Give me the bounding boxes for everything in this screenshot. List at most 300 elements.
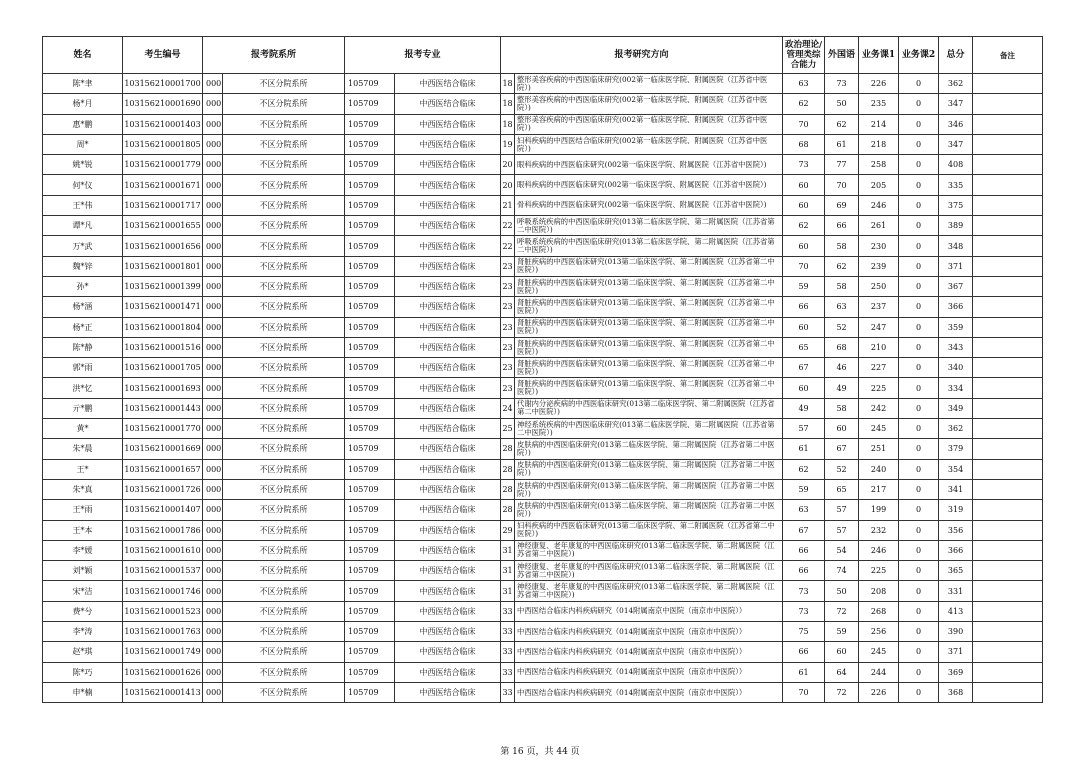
total-score-cell: 347 (939, 134, 973, 154)
major-cell: 中西医结合临床 (395, 398, 501, 418)
name-cell: 赵*琪 (43, 642, 123, 662)
politics-score-cell: 67 (783, 520, 825, 540)
remark-cell (973, 358, 1043, 378)
total-score-cell: 413 (939, 601, 973, 621)
table-row (43, 419, 1043, 439)
department-cell: 不区分院系所 (223, 439, 345, 459)
course2-score-cell: 0 (899, 317, 939, 337)
politics-score-cell: 59 (783, 479, 825, 499)
dept-code-cell: 000 (203, 74, 223, 94)
name-cell: 李*涛 (43, 622, 123, 642)
major-cell: 中西医结合临床 (395, 216, 501, 236)
foreign-score-cell: 73 (825, 74, 859, 94)
foreign-score-cell: 67 (825, 439, 859, 459)
major-cell: 中西医结合临床 (395, 439, 501, 459)
remark-cell (973, 459, 1043, 479)
course2-score-cell: 0 (899, 622, 939, 642)
direction-cell: 呼吸系统疾病的中西医临床研究(013第二临床医学院、第二附属医院（江苏省第二中医院）) (515, 216, 783, 236)
exam-id-cell: 103156210001523 (123, 601, 203, 621)
exam-id-cell: 103156210001726 (123, 479, 203, 499)
direction-code-cell: 23 (501, 256, 515, 276)
politics-score-cell: 62 (783, 459, 825, 479)
table-row (43, 236, 1043, 256)
direction-cell: 眼科疾病的中西医临床研究(002第一临床医学院、附属医院（江苏省中医院）) (515, 155, 783, 175)
course1-score-cell: 226 (859, 682, 899, 702)
direction-code-cell: 31 (501, 540, 515, 560)
major-code-cell: 105709 (345, 479, 395, 499)
dept-code-cell: 000 (203, 276, 223, 296)
name-cell: 朱*真 (43, 479, 123, 499)
dept-code-cell: 000 (203, 317, 223, 337)
politics-score-cell: 75 (783, 622, 825, 642)
total-score-cell: 341 (939, 479, 973, 499)
exam-id-cell: 103156210001443 (123, 398, 203, 418)
name-cell: 陈*静 (43, 337, 123, 357)
department-cell: 不区分院系所 (223, 378, 345, 398)
name-cell: 何*仪 (43, 175, 123, 195)
total-score-cell: 389 (939, 216, 973, 236)
direction-cell: 眼科疾病的中西医临床研究(002第一临床医学院、附属医院（江苏省中医院）) (515, 175, 783, 195)
total-score-cell: 356 (939, 520, 973, 540)
major-code-cell: 105709 (345, 134, 395, 154)
table-row (43, 114, 1043, 134)
foreign-score-cell: 54 (825, 540, 859, 560)
direction-code-cell: 31 (501, 561, 515, 581)
direction-cell: 肾脏疾病的中西医临床研究(013第二临床医学院、第二附属医院（江苏省第二中医院）) (515, 337, 783, 357)
direction-cell: 妇科疾病的中西医结合临床研究(002第一临床医学院、附属医院（江苏省中医院）) (515, 134, 783, 154)
page-footer: 第 16 页，共 44 页 (500, 747, 580, 757)
direction-code-cell: 21 (501, 195, 515, 215)
course2-score-cell: 0 (899, 459, 939, 479)
foreign-score-cell: 68 (825, 337, 859, 357)
major-cell: 中西医结合临床 (395, 276, 501, 296)
dept-code-cell: 000 (203, 500, 223, 520)
remark-cell (973, 134, 1043, 154)
table-row (43, 175, 1043, 195)
major-cell: 中西医结合临床 (395, 114, 501, 134)
politics-score-cell: 66 (783, 540, 825, 560)
major-cell: 中西医结合临床 (395, 642, 501, 662)
table-row (43, 459, 1043, 479)
remark-cell (973, 317, 1043, 337)
direction-code-cell: 23 (501, 276, 515, 296)
dept-code-cell: 000 (203, 561, 223, 581)
major-code-cell: 105709 (345, 520, 395, 540)
course1-score-cell: 226 (859, 74, 899, 94)
foreign-score-cell: 60 (825, 642, 859, 662)
name-cell: 黄* (43, 419, 123, 439)
major-code-cell: 105709 (345, 155, 395, 175)
politics-score-cell: 61 (783, 662, 825, 682)
total-score-cell: 408 (939, 155, 973, 175)
exam-id-cell: 103156210001779 (123, 155, 203, 175)
course2-score-cell: 0 (899, 682, 939, 702)
department-cell: 不区分院系所 (223, 601, 345, 621)
remark-cell (973, 337, 1043, 357)
name-cell: 姚*锐 (43, 155, 123, 175)
politics-score-cell: 60 (783, 195, 825, 215)
remark-cell (973, 256, 1043, 276)
politics-score-cell: 66 (783, 642, 825, 662)
direction-code-cell: 18 (501, 114, 515, 134)
table-row (43, 297, 1043, 317)
course2-score-cell: 0 (899, 581, 939, 601)
dept-code-cell: 000 (203, 540, 223, 560)
department-cell: 不区分院系所 (223, 682, 345, 702)
total-score-cell: 349 (939, 398, 973, 418)
table-row (43, 622, 1043, 642)
major-cell: 中西医结合临床 (395, 479, 501, 499)
department-cell: 不区分院系所 (223, 358, 345, 378)
course1-score-cell: 205 (859, 175, 899, 195)
major-code-cell: 105709 (345, 500, 395, 520)
major-cell: 中西医结合临床 (395, 195, 501, 215)
department-cell: 不区分院系所 (223, 74, 345, 94)
department-cell: 不区分院系所 (223, 216, 345, 236)
politics-score-cell: 63 (783, 500, 825, 520)
total-score-cell: 319 (939, 500, 973, 520)
major-code-cell: 105709 (345, 622, 395, 642)
foreign-score-cell: 64 (825, 662, 859, 682)
major-code-cell: 105709 (345, 540, 395, 560)
exam-id-cell: 103156210001700 (123, 74, 203, 94)
major-cell: 中西医结合临床 (395, 134, 501, 154)
direction-code-cell: 18 (501, 74, 515, 94)
direction-cell: 中西医结合临床内科疾病研究（014附属南京中医院（南京市中医院）） (515, 682, 783, 702)
politics-score-cell: 70 (783, 682, 825, 702)
major-cell: 中西医结合临床 (395, 581, 501, 601)
course2-score-cell: 0 (899, 134, 939, 154)
politics-score-cell: 66 (783, 297, 825, 317)
col-foreign-header: 外国语 (825, 37, 859, 74)
course1-score-cell: 208 (859, 581, 899, 601)
total-score-cell: 369 (939, 662, 973, 682)
remark-cell (973, 297, 1043, 317)
total-score-cell: 331 (939, 581, 973, 601)
course1-score-cell: 244 (859, 662, 899, 682)
exam-id-cell: 103156210001805 (123, 134, 203, 154)
department-cell: 不区分院系所 (223, 155, 345, 175)
col-politics-header: 政治理论/管理类综合能力 (783, 37, 825, 74)
major-cell: 中西医结合临床 (395, 175, 501, 195)
table-row (43, 216, 1043, 236)
exam-id-cell: 103156210001804 (123, 317, 203, 337)
direction-code-cell: 19 (501, 134, 515, 154)
name-cell: 朱*晨 (43, 439, 123, 459)
major-cell: 中西医结合临床 (395, 317, 501, 337)
course2-score-cell: 0 (899, 500, 939, 520)
dept-code-cell: 000 (203, 398, 223, 418)
name-cell: 洪*忆 (43, 378, 123, 398)
exam-id-cell: 103156210001693 (123, 378, 203, 398)
dept-code-cell: 000 (203, 94, 223, 114)
remark-cell (973, 439, 1043, 459)
department-cell: 不区分院系所 (223, 134, 345, 154)
politics-score-cell: 57 (783, 419, 825, 439)
score-table (42, 36, 1043, 703)
politics-score-cell: 67 (783, 358, 825, 378)
name-cell: 周* (43, 134, 123, 154)
direction-cell: 皮肤病的中西医临床研究(013第二临床医学院、第二附属医院（江苏省第二中医院）) (515, 500, 783, 520)
dept-code-cell: 000 (203, 358, 223, 378)
direction-code-cell: 18 (501, 94, 515, 114)
exam-id-cell: 103156210001763 (123, 622, 203, 642)
name-cell: 魏*锌 (43, 256, 123, 276)
dept-code-cell: 000 (203, 175, 223, 195)
exam-id-cell: 103156210001671 (123, 175, 203, 195)
direction-cell: 神经康复、老年康复的中西医临床研究(013第二临床医学院、第二附属医院（江苏省第二中医院）) (515, 540, 783, 560)
name-cell: 宋*洁 (43, 581, 123, 601)
remark-cell (973, 520, 1043, 540)
remark-cell (973, 581, 1043, 601)
table-row (43, 155, 1043, 175)
major-cell: 中西医结合临床 (395, 378, 501, 398)
department-cell: 不区分院系所 (223, 581, 345, 601)
course1-score-cell: 214 (859, 114, 899, 134)
table-row (43, 398, 1043, 418)
department-cell: 不区分院系所 (223, 520, 345, 540)
remark-cell (973, 662, 1043, 682)
direction-code-cell: 20 (501, 155, 515, 175)
course1-score-cell: 247 (859, 317, 899, 337)
politics-score-cell: 73 (783, 155, 825, 175)
name-cell: 杨*月 (43, 94, 123, 114)
table-row (43, 601, 1043, 621)
major-code-cell: 105709 (345, 682, 395, 702)
name-cell: 费*兮 (43, 601, 123, 621)
major-cell: 中西医结合临床 (395, 74, 501, 94)
total-score-cell: 375 (939, 195, 973, 215)
dept-code-cell: 000 (203, 479, 223, 499)
direction-cell: 中西医结合临床内科疾病研究（014附属南京中医院（南京市中医院）） (515, 642, 783, 662)
course1-score-cell: 242 (859, 398, 899, 418)
course2-score-cell: 0 (899, 662, 939, 682)
table-row (43, 317, 1043, 337)
department-cell: 不区分院系所 (223, 540, 345, 560)
course1-score-cell: 261 (859, 216, 899, 236)
foreign-score-cell: 58 (825, 236, 859, 256)
total-score-cell: 371 (939, 642, 973, 662)
major-cell: 中西医结合临床 (395, 256, 501, 276)
department-cell: 不区分院系所 (223, 236, 345, 256)
politics-score-cell: 70 (783, 256, 825, 276)
direction-cell: 整形美容疾病的中西医临床研究(002第一临床医学院、附属医院（江苏省中医院）) (515, 94, 783, 114)
remark-cell (973, 216, 1043, 236)
course2-score-cell: 0 (899, 236, 939, 256)
name-cell: 申*楠 (43, 682, 123, 702)
exam-id-cell: 103156210001471 (123, 297, 203, 317)
name-cell: 杨*涵 (43, 297, 123, 317)
dept-code-cell: 000 (203, 459, 223, 479)
table-row (43, 642, 1043, 662)
name-cell: 刘*颖 (43, 561, 123, 581)
total-score-cell: 334 (939, 378, 973, 398)
direction-code-cell: 22 (501, 216, 515, 236)
course2-score-cell: 0 (899, 74, 939, 94)
politics-score-cell: 60 (783, 317, 825, 337)
dept-code-cell: 000 (203, 297, 223, 317)
direction-cell: 肾脏疾病的中西医临床研究(013第二临床医学院、第二附属医院（江苏省第二中医院）) (515, 256, 783, 276)
name-cell: 万*武 (43, 236, 123, 256)
table-row (43, 500, 1043, 520)
exam-id-cell: 103156210001403 (123, 114, 203, 134)
remark-cell (973, 94, 1043, 114)
foreign-score-cell: 72 (825, 682, 859, 702)
foreign-score-cell: 58 (825, 398, 859, 418)
politics-score-cell: 73 (783, 601, 825, 621)
table-row (43, 337, 1043, 357)
department-cell: 不区分院系所 (223, 459, 345, 479)
direction-cell: 肾脏疾病的中西医临床研究(013第二临床医学院、第二附属医院（江苏省第二中医院）) (515, 297, 783, 317)
direction-code-cell: 28 (501, 500, 515, 520)
department-cell: 不区分院系所 (223, 276, 345, 296)
name-cell: 孙* (43, 276, 123, 296)
dept-code-cell: 000 (203, 134, 223, 154)
table-row (43, 540, 1043, 560)
dept-code-cell: 000 (203, 114, 223, 134)
politics-score-cell: 60 (783, 236, 825, 256)
major-code-cell: 105709 (345, 195, 395, 215)
course1-score-cell: 250 (859, 276, 899, 296)
direction-code-cell: 28 (501, 459, 515, 479)
col-course1-header: 业务课1 (859, 37, 899, 74)
major-cell: 中西医结合临床 (395, 540, 501, 560)
exam-id-cell: 103156210001656 (123, 236, 203, 256)
exam-id-cell: 103156210001705 (123, 358, 203, 378)
direction-code-cell: 28 (501, 439, 515, 459)
major-code-cell: 105709 (345, 459, 395, 479)
department-cell: 不区分院系所 (223, 479, 345, 499)
exam-id-cell: 103156210001770 (123, 419, 203, 439)
department-cell: 不区分院系所 (223, 622, 345, 642)
direction-cell: 肾脏疾病的中西医临床研究(013第二临床医学院、第二附属医院（江苏省第二中医院）) (515, 317, 783, 337)
total-score-cell: 354 (939, 459, 973, 479)
politics-score-cell: 62 (783, 94, 825, 114)
remark-cell (973, 601, 1043, 621)
exam-id-cell: 103156210001610 (123, 540, 203, 560)
dept-code-cell: 000 (203, 662, 223, 682)
major-cell: 中西医结合临床 (395, 358, 501, 378)
remark-cell (973, 155, 1043, 175)
name-cell: 陈*聿 (43, 74, 123, 94)
direction-cell: 神经康复、老年康复的中西医临床研究(013第二临床医学院、第二附属医院（江苏省第二中医院）) (515, 561, 783, 581)
name-cell: 王*雨 (43, 500, 123, 520)
foreign-score-cell: 65 (825, 479, 859, 499)
exam-id-cell: 103156210001626 (123, 662, 203, 682)
course2-score-cell: 0 (899, 175, 939, 195)
dept-code-cell: 000 (203, 601, 223, 621)
dept-code-cell: 000 (203, 581, 223, 601)
course2-score-cell: 0 (899, 561, 939, 581)
direction-cell: 骨科疾病的中西医临床研究(002第一临床医学院、附属医院（江苏省中医院）) (515, 195, 783, 215)
exam-id-cell: 103156210001399 (123, 276, 203, 296)
direction-code-cell: 23 (501, 378, 515, 398)
direction-cell: 中西医结合临床内科疾病研究（014附属南京中医院（南京市中医院）） (515, 662, 783, 682)
major-code-cell: 105709 (345, 581, 395, 601)
exam-id-cell: 103156210001669 (123, 439, 203, 459)
exam-id-cell: 103156210001537 (123, 561, 203, 581)
foreign-score-cell: 46 (825, 358, 859, 378)
remark-cell (973, 419, 1043, 439)
direction-code-cell: 23 (501, 317, 515, 337)
politics-score-cell: 66 (783, 561, 825, 581)
table-row (43, 561, 1043, 581)
col-total-header: 总分 (939, 37, 973, 74)
course1-score-cell: 258 (859, 155, 899, 175)
department-cell: 不区分院系所 (223, 256, 345, 276)
table-header (43, 37, 1043, 74)
direction-cell: 神经康复、老年康复的中西医临床研究(013第二临床医学院、第二附属医院（江苏省第二中医院）) (515, 581, 783, 601)
total-score-cell: 366 (939, 297, 973, 317)
table-row (43, 439, 1043, 459)
politics-score-cell: 62 (783, 216, 825, 236)
remark-cell (973, 540, 1043, 560)
table-row (43, 581, 1043, 601)
table-row (43, 256, 1043, 276)
foreign-score-cell: 63 (825, 297, 859, 317)
course2-score-cell: 0 (899, 439, 939, 459)
name-cell: 王*本 (43, 520, 123, 540)
department-cell: 不区分院系所 (223, 419, 345, 439)
politics-score-cell: 49 (783, 398, 825, 418)
direction-cell: 整形美容疾病的中西医临床研究(002第一临床医学院、附属医院（江苏省中医院）) (515, 74, 783, 94)
table-row (43, 479, 1043, 499)
exam-id-cell: 103156210001516 (123, 337, 203, 357)
foreign-score-cell: 62 (825, 114, 859, 134)
foreign-score-cell: 58 (825, 276, 859, 296)
department-cell: 不区分院系所 (223, 297, 345, 317)
major-cell: 中西医结合临床 (395, 459, 501, 479)
major-code-cell: 105709 (345, 297, 395, 317)
direction-cell: 呼吸系统疾病的中西医临床研究(013第二临床医学院、第二附属医院（江苏省第二中医院）) (515, 236, 783, 256)
course1-score-cell: 251 (859, 439, 899, 459)
exam-id-cell: 103156210001749 (123, 642, 203, 662)
table-row (43, 520, 1043, 540)
table-row (43, 682, 1043, 702)
remark-cell (973, 378, 1043, 398)
direction-cell: 皮肤病的中西医临床研究(013第二临床医学院、第二附属医院（江苏省第二中医院）) (515, 479, 783, 499)
course2-score-cell: 0 (899, 114, 939, 134)
foreign-score-cell: 59 (825, 622, 859, 642)
course2-score-cell: 0 (899, 601, 939, 621)
direction-code-cell: 25 (501, 419, 515, 439)
remark-cell (973, 195, 1043, 215)
department-cell: 不区分院系所 (223, 642, 345, 662)
foreign-score-cell: 49 (825, 378, 859, 398)
course1-score-cell: 227 (859, 358, 899, 378)
direction-cell: 整形美容疾病的中西医临床研究(002第一临床医学院、附属医院（江苏省中医院）) (515, 114, 783, 134)
course2-score-cell: 0 (899, 540, 939, 560)
table-row (43, 276, 1043, 296)
major-code-cell: 105709 (345, 561, 395, 581)
col-name-header: 姓名 (43, 37, 123, 74)
name-cell: 杨*正 (43, 317, 123, 337)
direction-cell: 肾脏疾病的中西医临床研究(013第二临床医学院、第二附属医院（江苏省第二中医院）) (515, 358, 783, 378)
table-row (43, 378, 1043, 398)
politics-score-cell: 63 (783, 74, 825, 94)
major-cell: 中西医结合临床 (395, 682, 501, 702)
foreign-score-cell: 50 (825, 94, 859, 114)
direction-code-cell: 33 (501, 622, 515, 642)
major-code-cell: 105709 (345, 419, 395, 439)
col-department-header: 报考院系所 (203, 37, 345, 74)
table-body (43, 74, 1043, 703)
total-score-cell: 362 (939, 419, 973, 439)
direction-code-cell: 22 (501, 236, 515, 256)
total-score-cell: 359 (939, 317, 973, 337)
exam-id-cell: 103156210001717 (123, 195, 203, 215)
department-cell: 不区分院系所 (223, 114, 345, 134)
